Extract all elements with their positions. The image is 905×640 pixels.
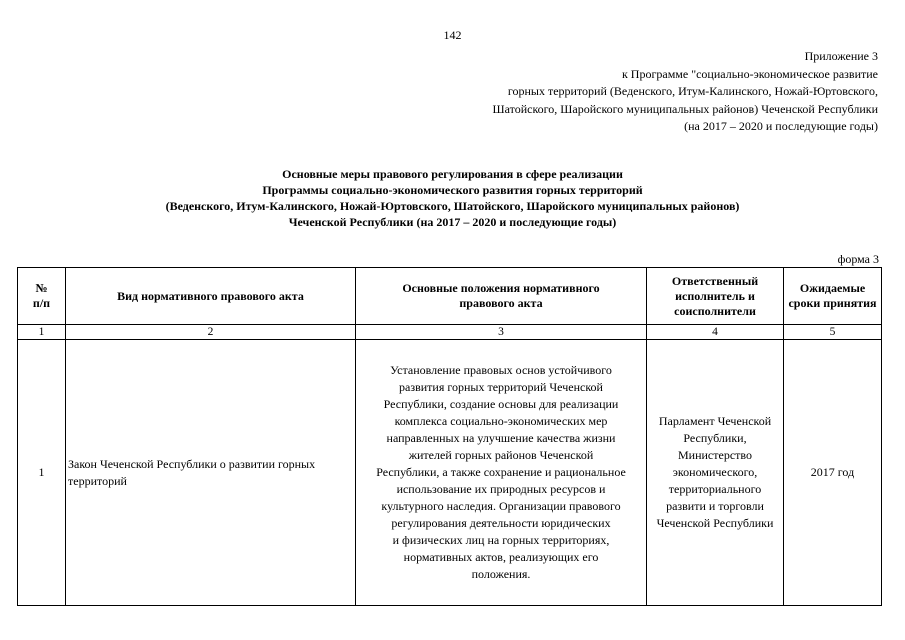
column-number: 5 bbox=[784, 325, 882, 340]
title-line: Чеченской Республики (на 2017 – 2020 и последующие годы) bbox=[288, 215, 617, 229]
row-term: 2017 год bbox=[784, 340, 882, 606]
row-num: 1 bbox=[18, 340, 66, 606]
row-provisions: Установление правовых основ устойчивого развития горных территорий Чеченской Республики, создание основы для реализации комплекса социально-экономических мер направленных на улучшение качества жизни жителей горных районов Чеченской Республики, а также сохранение и рациональное использование их природных ресурсов и культурного наследия. Организации правового регулирования деятельности юридических и физических лиц на горных территориях, нормативных актов, реализующих его положения. bbox=[356, 340, 647, 606]
appendix-line: Приложение 3 bbox=[804, 49, 878, 63]
appendix-line: к Программе "социально-экономическое развитие bbox=[621, 66, 878, 81]
table-row bbox=[18, 340, 882, 606]
column-number: 4 bbox=[647, 325, 784, 340]
form-label: форма 3 bbox=[837, 252, 879, 266]
title-line: (Веденского, Итум-Калинского, Ножай-Юртовского, Шатойского, Шаройского муниципальных районов) bbox=[165, 199, 740, 213]
column-number: 1 bbox=[18, 325, 66, 340]
header-num: № п/п bbox=[18, 268, 66, 325]
row-responsible: Парламент Чеченской Республики, Министерство экономического, территориального развити и торговли Чеченской Республики bbox=[647, 340, 784, 606]
column-number-row bbox=[18, 325, 882, 340]
title-line: Программы социально-экономического развития горных территорий bbox=[262, 183, 643, 197]
page-number: 142 bbox=[443, 28, 462, 42]
column-number: 2 bbox=[66, 325, 356, 340]
header-provisions: Основные положения нормативного правового акта bbox=[356, 268, 647, 325]
appendix-line: Шатойского, Шаройского муниципальных районов) Чеченской Республики bbox=[492, 101, 878, 116]
row-act-type: Закон Чеченской Республики о развитии горных территорий bbox=[66, 340, 356, 606]
header-act-type: Вид нормативного правового акта bbox=[66, 268, 356, 325]
title-line: Основные меры правового регулирования в сфере реализации bbox=[282, 167, 623, 181]
appendix-line: (на 2017 – 2020 и последующие годы) bbox=[684, 119, 878, 133]
appendix-note bbox=[378, 48, 878, 136]
header-terms: Ожидаемые сроки принятия bbox=[784, 268, 882, 325]
document-title bbox=[0, 166, 905, 230]
header-responsible: Ответственный исполнитель и соисполнители bbox=[647, 268, 784, 325]
legal-measures-table bbox=[17, 267, 882, 606]
table-header-row bbox=[18, 268, 882, 325]
appendix-line: горных территорий (Веденского, Итум-Калинского, Ножай-Юртовского, bbox=[507, 84, 878, 98]
column-number: 3 bbox=[356, 325, 647, 340]
